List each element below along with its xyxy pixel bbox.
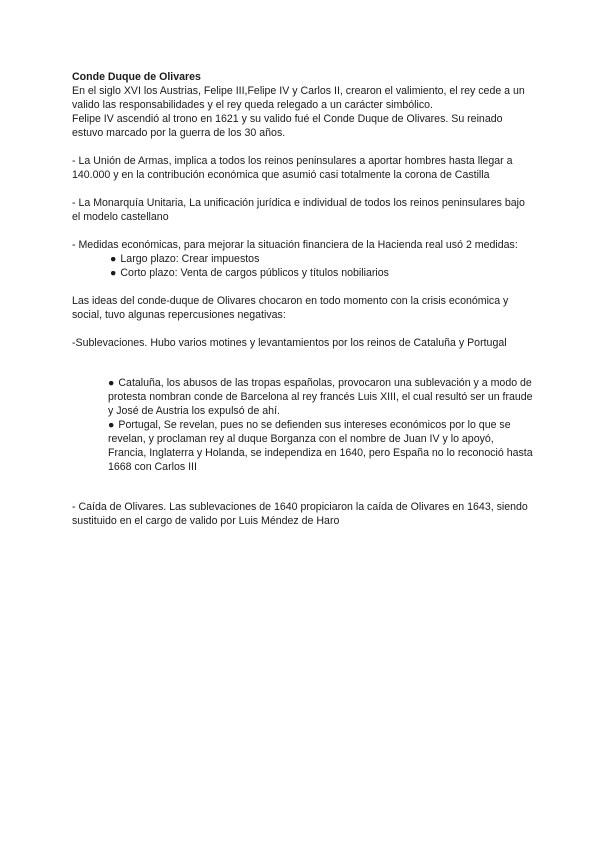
list-item bbox=[110, 252, 534, 266]
intro-paragraph-1: En el siglo XVI los Austrias, Felipe III,Felipe IV y Carlos II, crearon el valimiento, el rey cede a un valido las responsabilidades y el rey queda relegado a un carácter simbólico. bbox=[72, 85, 525, 111]
spacer bbox=[72, 474, 534, 488]
ideas-paragraph: Las ideas del conde-duque de Olivares chocaron en todo momento con la crisis económica y social, tuvo algunas repercusiones negativas: bbox=[72, 295, 509, 321]
spacer bbox=[72, 224, 534, 238]
list-item bbox=[108, 418, 534, 474]
list-item bbox=[108, 376, 534, 418]
spacer bbox=[72, 350, 534, 364]
bullet-icon: ● bbox=[108, 377, 115, 389]
monarquia-paragraph: - La Monarquía Unitaria, La unificación jurídica e individual de todos los reinos peninsulares bajo el modelo castellano bbox=[72, 197, 525, 223]
spacer bbox=[72, 182, 534, 196]
spacer bbox=[72, 280, 534, 294]
list-item bbox=[110, 266, 534, 280]
caida-paragraph: - Caída de Olivares. Las sublevaciones de 1640 propiciaron la caída de Olivares en 1643, siendo sustituido en el cargo de valido por Luis Méndez de Haro bbox=[72, 501, 528, 527]
spacer bbox=[72, 140, 534, 154]
spacer bbox=[72, 322, 534, 336]
bullet-icon: ● bbox=[110, 253, 117, 265]
bullet-icon: ● bbox=[110, 267, 117, 279]
spacer bbox=[72, 364, 534, 376]
list-item-text: Cataluña, los abusos de las tropas españolas, provocaron una sublevación y a modo de protesta nombran conde de Barcelona al rey francés Luis XIII, el cual resultó ser un fraude y José de Austria los expulsó de ahí. bbox=[108, 377, 533, 417]
document-title: Conde Duque de Olivares bbox=[72, 71, 201, 83]
medidas-list bbox=[72, 252, 534, 280]
medidas-paragraph: - Medidas económicas, para mejorar la situación financiera de la Hacienda real usó 2 medidas: bbox=[72, 239, 518, 251]
list-item-text: Largo plazo: Crear impuestos bbox=[120, 253, 260, 265]
union-armas-paragraph: - La Unión de Armas, implica a todos los reinos peninsulares a aportar hombres hasta llegar a 140.000 y en la contribución económica que asumió casi totalmente la corona de Castilla bbox=[72, 155, 513, 181]
list-item-text: Corto plazo: Venta de cargos públicos y títulos nobiliarios bbox=[120, 267, 389, 279]
bullet-icon: ● bbox=[108, 419, 115, 431]
sublevaciones-list bbox=[72, 376, 534, 474]
sublevaciones-paragraph: -Sublevaciones. Hubo varios motines y levantamientos por los reinos de Cataluña y Portugal bbox=[72, 337, 507, 349]
spacer bbox=[72, 488, 534, 500]
list-item-text: Portugal, Se revelan, pues no se defienden sus intereses económicos por lo que se revelan, y proclaman rey al duque Borganza con el nombre de Juan IV y lo apoyó, Francia, Inglaterra y Holanda, se independiza en 1640, pero España no lo reconoció hasta 1668 con Carlos III bbox=[108, 419, 533, 473]
document-body bbox=[72, 70, 534, 528]
intro-paragraph-2: Felipe IV ascendió al trono en 1621 y su valido fué el Conde Duque de Olivares. Su reinado estuvo marcado por la guerra de los 30 años. bbox=[72, 113, 503, 139]
